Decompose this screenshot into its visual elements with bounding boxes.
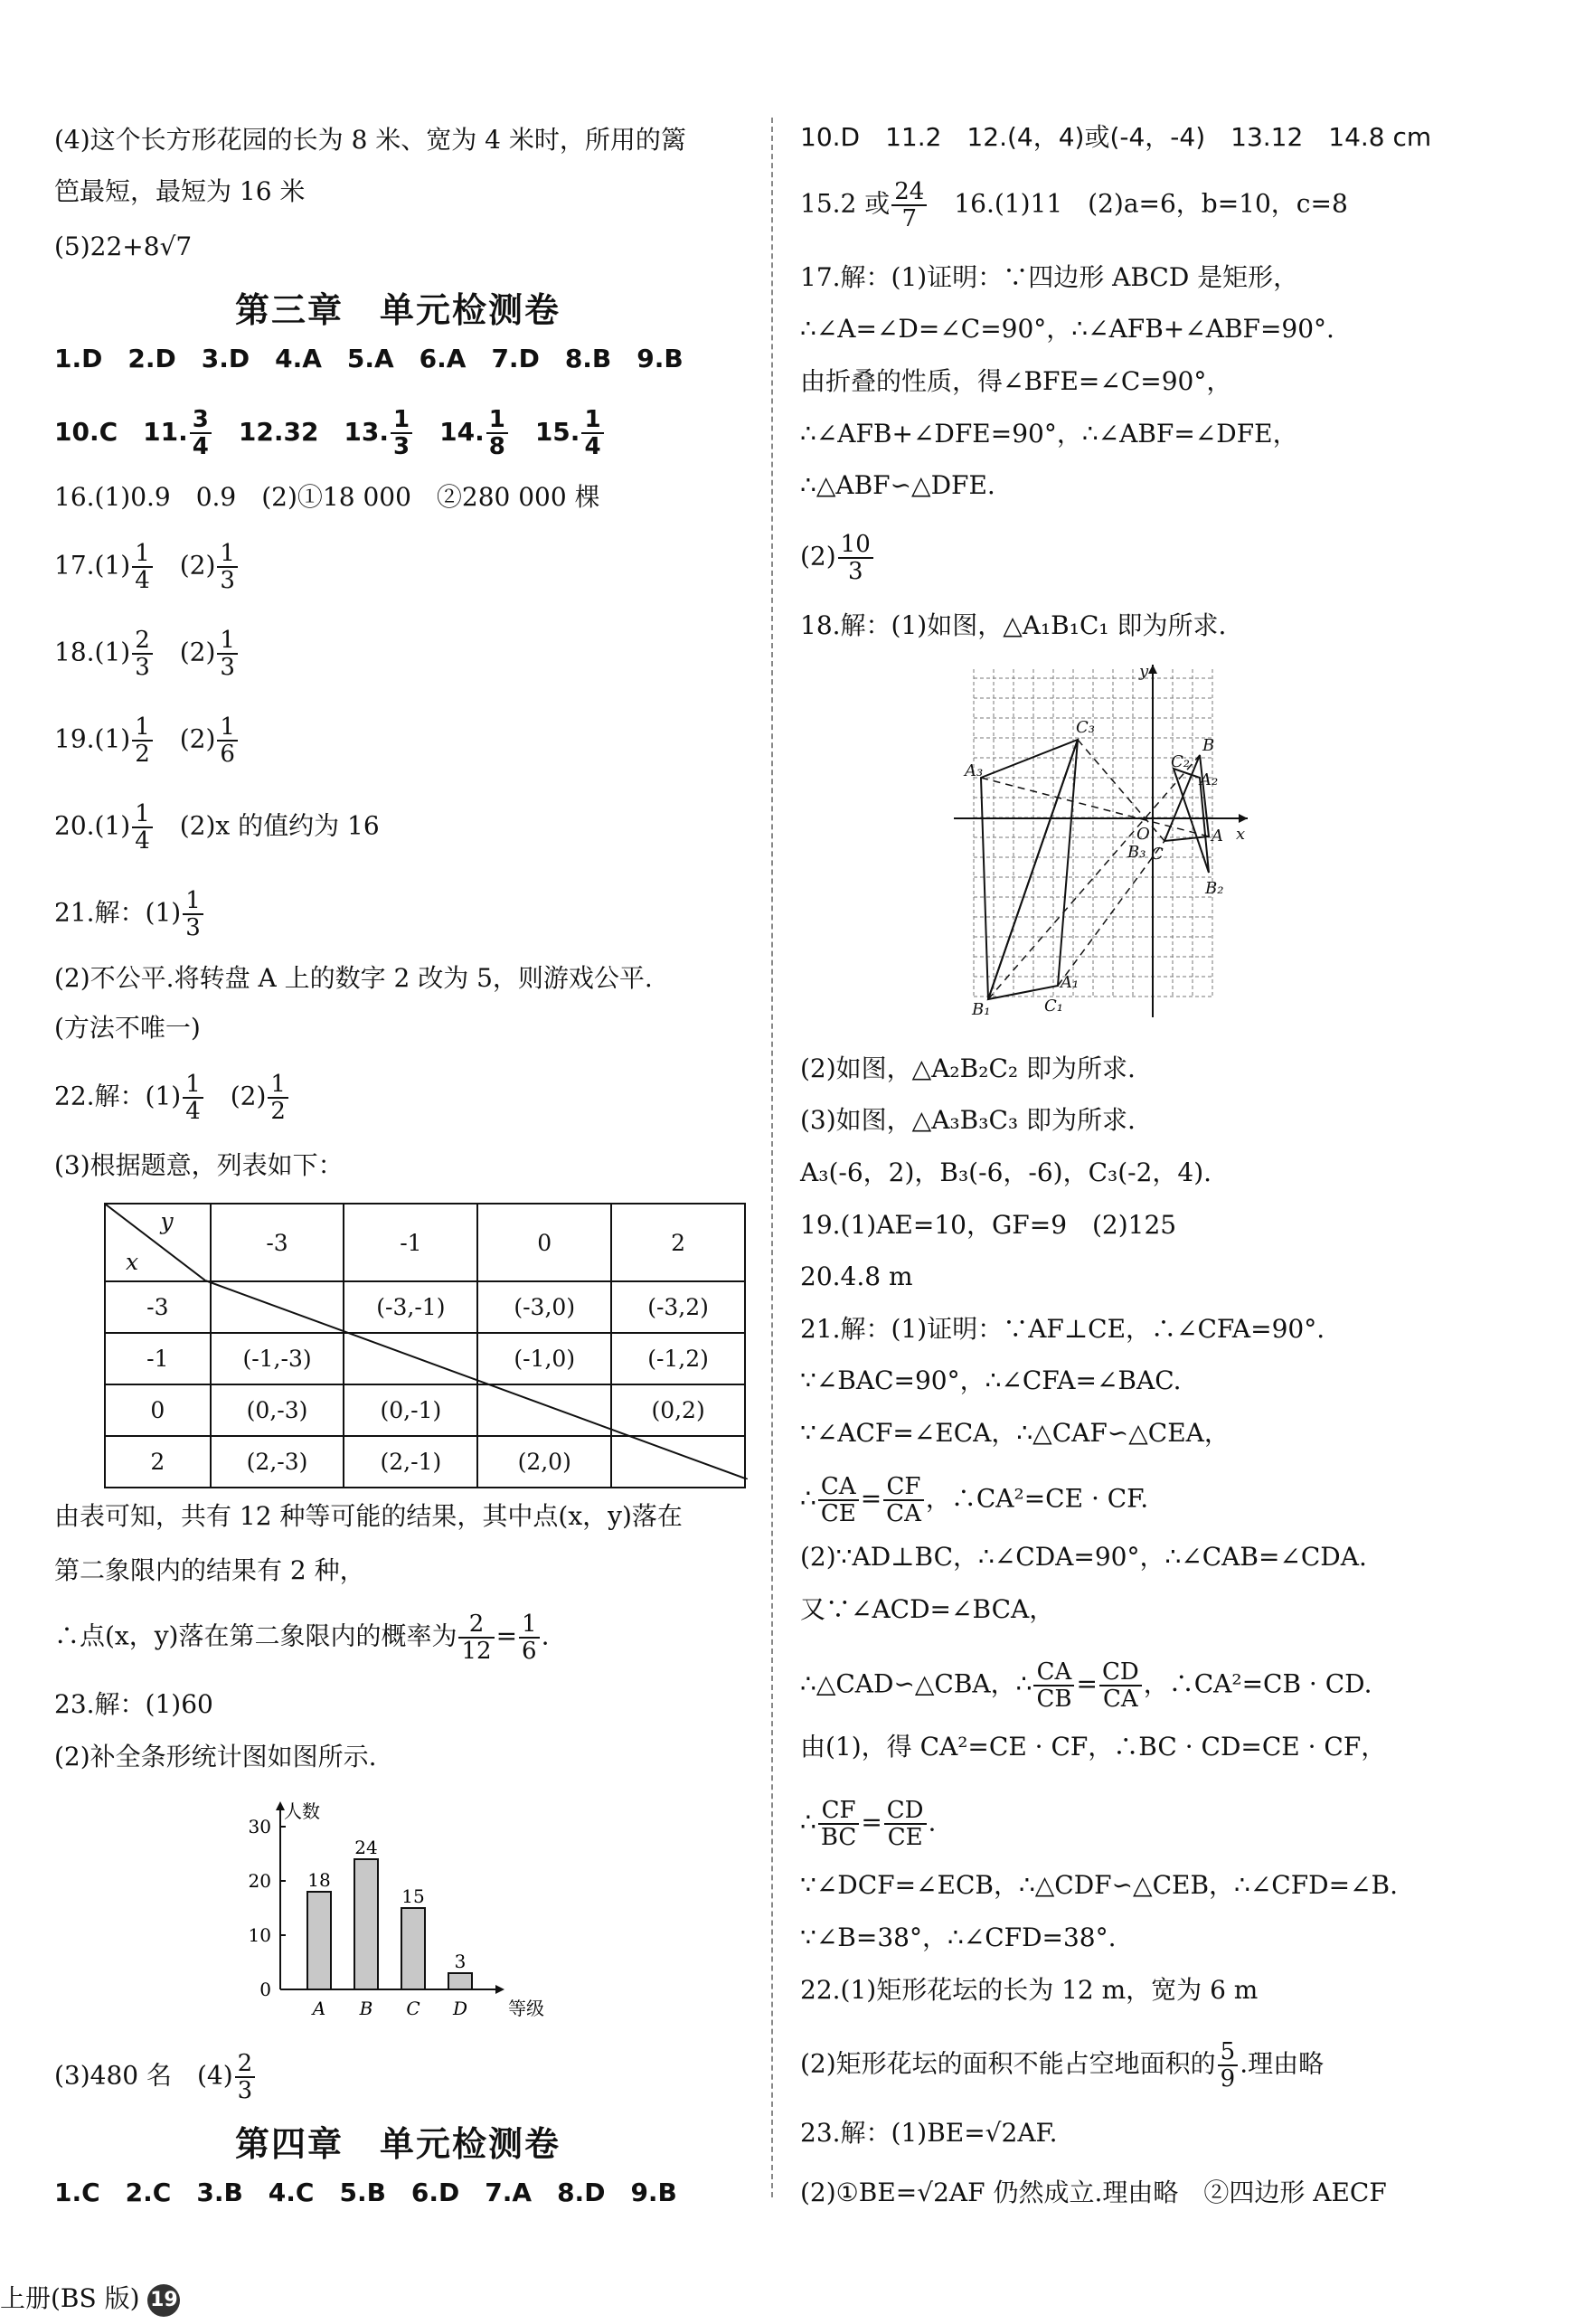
x-label: x (126, 1249, 139, 1275)
row-header: -3 (105, 1281, 211, 1333)
point-label-a: A (1212, 827, 1223, 846)
point-label-b: B (1202, 736, 1215, 755)
text-line: ∴∠A=∠D=∠C=90°，∴∠AFB+∠ABF=90°. (800, 314, 1334, 344)
answer-line: 1.C 2.C 3.B 4.C 5.B 6.D 7.A 8.D 9.B (54, 2178, 677, 2207)
x-tick-label: B (359, 1998, 373, 2019)
table-cell: (0,-1) (344, 1384, 477, 1436)
triangle-a3b3c3 (981, 740, 1078, 999)
point-label-b2: B₂ (1205, 879, 1224, 898)
text-line: 17.解：(1)证明：∵四边形 ABCD 是矩形， (800, 262, 1299, 292)
text-line: 23.解：(1)BE=√2AF. (800, 2118, 1058, 2148)
point-label-a2: A₂ (1200, 770, 1219, 789)
coordinate-grid-figure (954, 660, 1252, 1022)
text-line: (3)如图，△A₃B₃C₃ 即为所求. (800, 1105, 1136, 1135)
text-line: ∵∠ACF=∠ECA，∴△CAF∽△CEA， (800, 1418, 1230, 1448)
text-line: (4)这个长方形花园的长为 8 米、宽为 4 米时，所用的篱 (54, 125, 686, 155)
answer-line: 20.(1) $\frac{1}{4}$ (2)x 的值约为 16 (54, 800, 380, 855)
table-cell: (0,-3) (211, 1384, 344, 1436)
text-line: 由表可知，共有 12 种等可能的结果，其中点(x，y)落在 (54, 1501, 683, 1531)
text-line: A₃(-6，2)，B₃(-6，-6)，C₃(-2，4). (800, 1157, 1212, 1187)
answer-line: 1.D 2.D 3.D 4.A 5.A 6.A 7.D 8.B 9.B (54, 344, 684, 373)
answer-line: 16.(1)0.9 0.9 (2)①18 000 ②280 000 棵 (54, 482, 600, 512)
table-header: -1 (344, 1204, 477, 1281)
table-cell: (0,2) (611, 1384, 745, 1436)
answer-line: 10.D 11.2 12.(4，4)或(-4，-4) 13.12 14.8 cm (800, 122, 1432, 152)
text-line: 笆最短，最短为 16 米 (54, 176, 306, 206)
text-line: (2)补全条形统计图如图所示. (54, 1742, 377, 1771)
text-line: ∴△CAD∽△CBA，∴ $\frac{CA}{CB}$ = $\frac{CD}{CA}$ ，∴CA²=CB · CD. (800, 1658, 1372, 1713)
answer-line: 22.解：(1) $\frac{1}{4}$ (2) $\frac{1}{2}$ (54, 1072, 290, 1124)
y-axis-arrow (1148, 665, 1157, 674)
text-line: 第二象限内的结果有 2 种， (54, 1555, 365, 1585)
table-cell: (-1,0) (477, 1333, 611, 1384)
point-label-b1: B₁ (972, 1000, 991, 1019)
bar (354, 1859, 378, 1989)
y-tick-label: 20 (248, 1870, 271, 1892)
text-line: 又∵∠ACD=∠BCA， (800, 1594, 1055, 1624)
answer-line: 23.解：(1)60 (54, 1689, 213, 1719)
y-axis-label: y (1139, 662, 1149, 681)
bar (448, 1973, 472, 1989)
bar-value-label: 15 (401, 1885, 425, 1907)
row-header: 2 (105, 1436, 211, 1488)
text-line: 21.解：(1)证明：∵AF⊥CE，∴∠CFA=90°. (800, 1314, 1325, 1344)
answer-line: (2) $\frac{10}{3}$ (800, 532, 875, 584)
page-number-badge: 19 (147, 2284, 180, 2317)
answer-line: 17.(1) $\frac{1}{4}$ (2) $\frac{1}{3}$ (54, 541, 240, 593)
bar (307, 1892, 331, 1989)
text-line: (5)22+8√7 (54, 231, 193, 261)
chapter4-title: 第四章 单元检测卷 (234, 2124, 561, 2164)
answer-line: 18.(1) $\frac{2}{3}$ (2) $\frac{1}{3}$ (54, 628, 240, 680)
x-axis-arrow (1239, 814, 1248, 823)
x-axis-arrow (495, 1985, 504, 1994)
text-line: ∴∠AFB+∠DFE=90°，∴∠ABF=∠DFE， (800, 419, 1298, 449)
table-cell: (-1,-3) (211, 1333, 344, 1384)
answer-line: 19.(1)AE=10，GF=9 (2)125 (800, 1210, 1177, 1240)
text-line: ∵∠BAC=90°，∴∠CFA=∠BAC. (800, 1365, 1182, 1395)
x-axis-label: x (1236, 825, 1246, 844)
footer-text: 上册(BS 版) (0, 2283, 140, 2313)
y-tick-label: 10 (248, 1924, 271, 1946)
y-label: y (160, 1208, 174, 1234)
point-label-c: C (1151, 845, 1164, 864)
text-line: ∴点(x，y)落在第二象限内的概率为 $\frac{2}{12}$ = $\frac{1}{6}$ . (54, 1611, 550, 1665)
text-line: ∵∠DCF=∠ECB，∴△CDF∽△CEB，∴∠CFD=∠B. (800, 1870, 1398, 1900)
text-line: ∴△ABF∽△DFE. (800, 470, 995, 500)
table-diagonal-line (104, 1203, 748, 1479)
text-line: (2)矩形花坛的面积不能占空地面积的 $\frac{5}{9}$ .理由略 (800, 2038, 1325, 2093)
text-line: 由(1)，得 CA²=CE · CF，∴BC · CD=CE · CF， (800, 1732, 1387, 1762)
text-line: ∴ $\frac{CF}{BC}$ = $\frac{CD}{CE}$ . (800, 1797, 937, 1851)
chapter3-title: 第三章 单元检测卷 (234, 290, 561, 330)
y-tick-label: 0 (259, 1979, 271, 2000)
page-footer (0, 2279, 180, 2317)
table-cell: (2,0) (477, 1436, 611, 1488)
answer-line: 10.C 11. $\frac{3}{4}$ 12.32 13. $\frac{1}{3}$ 14. $\frac{1}{8}$ 15. $\frac{1}{4}$ (54, 407, 606, 459)
point-label-c3: C₃ (1076, 718, 1095, 737)
answer-line: 19.(1) $\frac{1}{2}$ (2) $\frac{1}{6}$ (54, 714, 240, 767)
table-cell: (-3,2) (611, 1281, 745, 1333)
x-tick-label: D (452, 1998, 468, 2019)
point-label-b3: B₃ (1127, 843, 1146, 862)
table-header: -3 (211, 1204, 344, 1281)
y-axis-title: 人数 (284, 1800, 320, 1822)
row-header: -1 (105, 1333, 211, 1384)
column-divider (771, 118, 773, 2197)
table-cell: (2,-1) (344, 1436, 477, 1488)
answer-line: 20.4.8 m (800, 1261, 913, 1291)
x-tick-label: C (406, 1998, 420, 2019)
text-line: (3)根据题意，列表如下： (54, 1150, 344, 1180)
x-axis-title: 等级 (508, 1998, 544, 2019)
text-line: ∵∠B=38°，∴∠CFD=38°. (800, 1922, 1117, 1952)
table-cell: (-1,2) (611, 1333, 745, 1384)
point-label-c2: C₂ (1171, 752, 1190, 771)
text-line: (2)如图，△A₂B₂C₂ 即为所求. (800, 1053, 1136, 1083)
point-label-a1: A₁ (1061, 973, 1080, 992)
text-line: (2)不公平.将转盘 A 上的数字 2 改为 5，则游戏公平. (54, 963, 653, 993)
bar-value-label: 18 (307, 1869, 331, 1891)
answer-line: 21.解：(1) $\frac{1}{3}$ (54, 888, 205, 940)
bar (401, 1908, 425, 1989)
text-line: 18.解：(1)如图，△A₁B₁C₁ 即为所求. (800, 610, 1227, 640)
row-header: 0 (105, 1384, 211, 1436)
text-line: ∴ $\frac{CA}{CE}$ = $\frac{CF}{CA}$ ，∴CA²=CE · CF. (800, 1473, 1149, 1527)
bar-chart-plot (249, 1800, 544, 2019)
table-cell: (-3,-1) (344, 1281, 477, 1333)
table-header: 0 (477, 1204, 611, 1281)
point-label-a3: A₃ (965, 761, 984, 780)
bar-value-label: 3 (454, 1951, 467, 1972)
table-cell: (-3,0) (477, 1281, 611, 1333)
answer-line: 22.(1)矩形花坛的长为 12 m，宽为 6 m (800, 1975, 1259, 2005)
bar-value-label: 24 (354, 1837, 378, 1858)
projection-lines (981, 740, 1209, 999)
table-header: 2 (611, 1204, 745, 1281)
answer-line: 15.2 或 $\frac{24}{7}$ 16.(1)11 (2)a=6，b=10，c=8 (800, 178, 1348, 232)
table-cell: (2,-3) (211, 1436, 344, 1488)
point-label-c1: C₁ (1044, 997, 1063, 1016)
text-line: (2)∵AD⊥BC，∴∠CDA=90°，∴∠CAB=∠CDA. (800, 1542, 1367, 1572)
text-line: (2)①BE=√2AF 仍然成立.理由略 ②四边形 AECF (800, 2178, 1387, 2207)
text-line: (方法不唯一) (54, 1013, 201, 1043)
origin-label: O (1136, 825, 1150, 844)
answer-line: (3)480 名 (4) $\frac{2}{3}$ (54, 2051, 257, 2103)
x-tick-label: A (312, 1998, 326, 2019)
bar-chart (244, 1790, 624, 2026)
y-tick-label: 30 (248, 1816, 271, 1837)
text-line: 由折叠的性质，得∠BFE=∠C=90°， (800, 366, 1232, 396)
